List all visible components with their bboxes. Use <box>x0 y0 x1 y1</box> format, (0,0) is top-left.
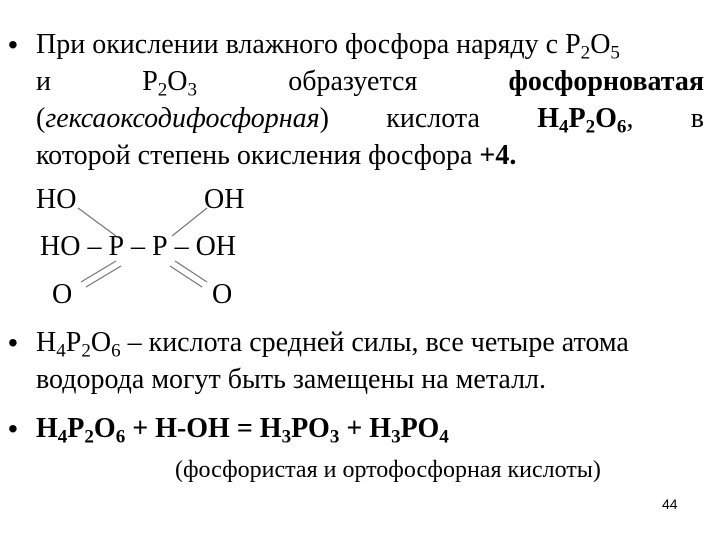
page-number: 44 <box>662 496 678 512</box>
ho-top-left: НО <box>36 184 77 215</box>
double-bond-right-a <box>175 261 207 282</box>
bond-ho-p <box>78 208 116 236</box>
formula-middle-row: НО – Р – Р – ОН <box>40 231 237 262</box>
acids-note: (фосфористая и ортофосфорная кислоты) <box>175 457 601 483</box>
formula-h4p2o6: $Н_4Р_2О_6$ <box>537 103 627 138</box>
o-bottom-left: О <box>52 279 73 310</box>
bond-oh-p <box>172 208 207 236</box>
paragraph-2-line-2: водорода могут быть замещены на металл. <box>36 364 547 395</box>
reaction-equation: $Н_4Р_2О_6 + Н-ОН = Н_3РО_3 + Н_3РО_4$ <box>36 413 449 448</box>
oh-top-right: ОН <box>204 184 245 215</box>
paragraph-2-line-1: $Н_4Р_2О_6$ – кислота средней силы, все четыре атома <box>36 327 629 362</box>
paragraph-1-line-3: (гексаоксодифосфорная) кислота $Н_4Р_2О_6$, в <box>36 103 704 138</box>
paragraph-1-line-2: и $Р_2О_3$ образуется фосфорноватая <box>36 66 704 101</box>
o-bottom-right: О <box>212 279 233 310</box>
paragraph-1-line-4: которой степень окисления фосфора +4. <box>36 140 517 171</box>
double-bond-right-b <box>170 266 202 287</box>
bullet-marker: • <box>8 327 18 358</box>
paragraph-1-line-1: При окислении влажного фосфора наряду с $Р_2О_5$ <box>36 29 620 64</box>
term-phosphorous-acid: фосфорноватая <box>508 66 704 97</box>
bullet-marker: • <box>8 29 18 60</box>
bullet-marker: • <box>8 413 18 444</box>
